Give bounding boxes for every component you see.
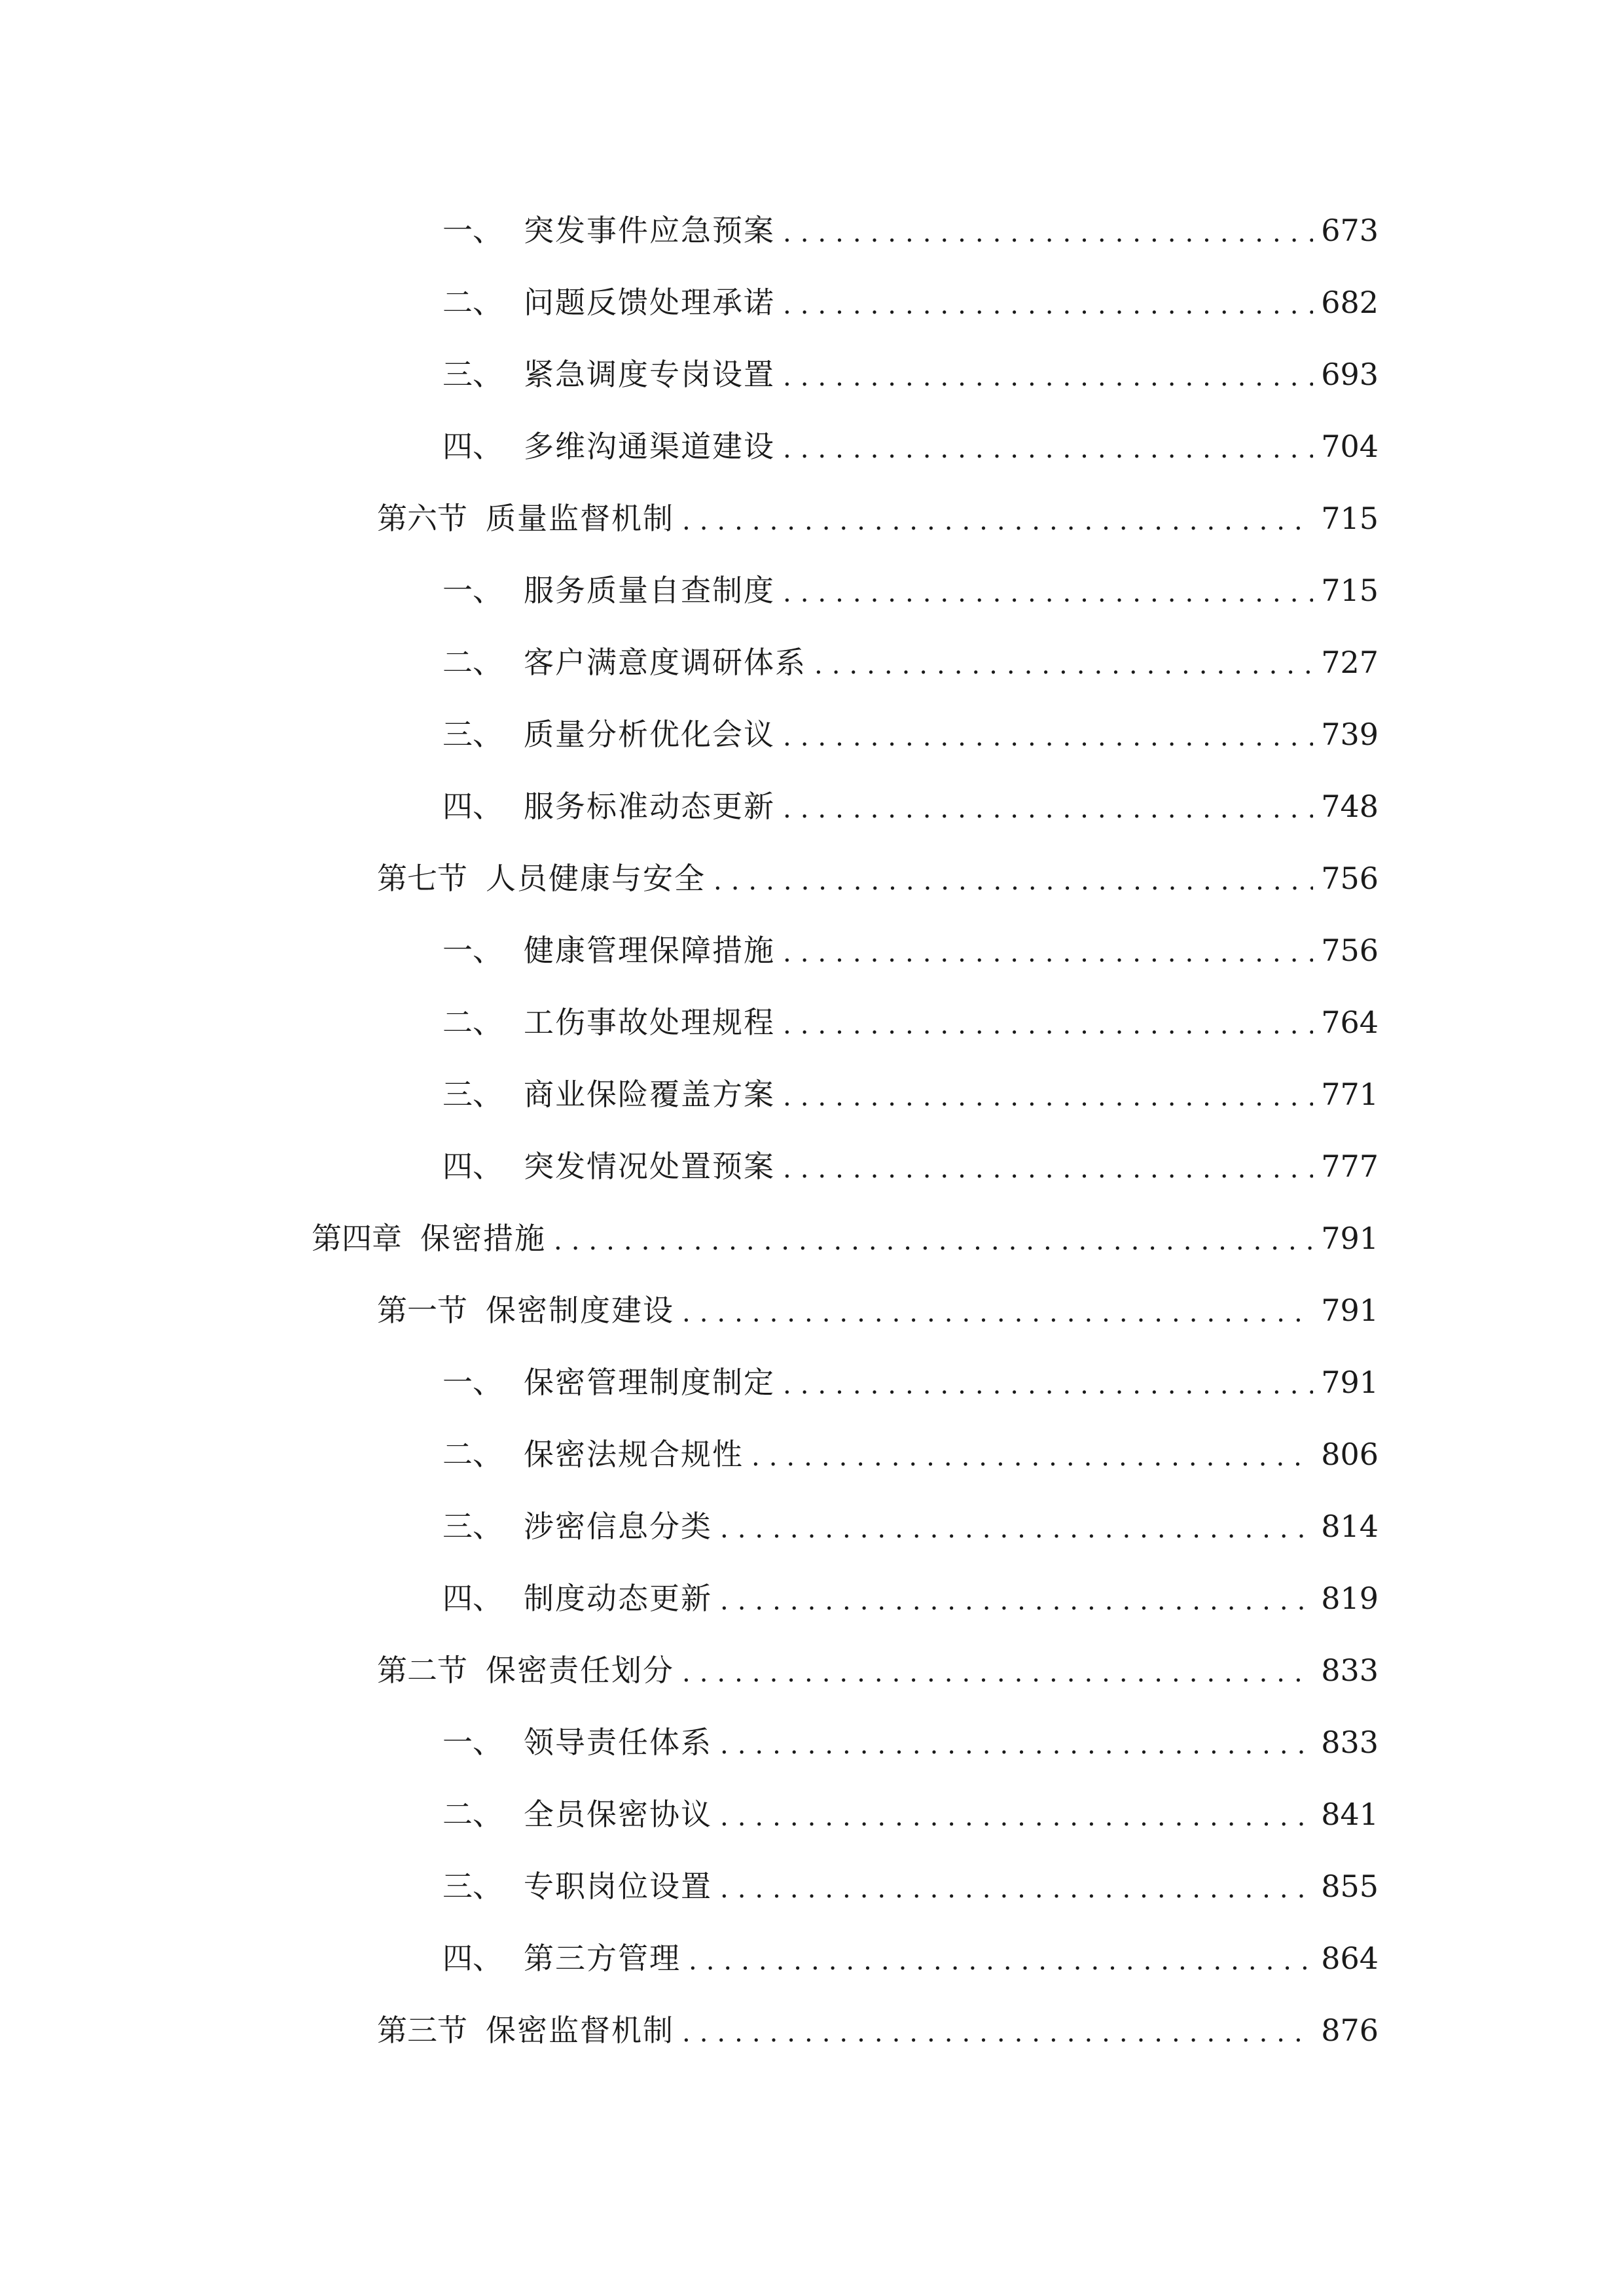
toc-entry[interactable] xyxy=(442,567,1379,613)
toc-entry[interactable] xyxy=(442,279,1379,325)
toc-entry-page: 715 xyxy=(1321,573,1379,608)
dot-leader xyxy=(783,1002,1313,1048)
toc-entry[interactable] xyxy=(442,1503,1379,1549)
toc-entry-page: 693 xyxy=(1321,357,1379,392)
toc-entry-title: 服务质量自查制度 xyxy=(524,573,775,608)
toc-entry-page: 771 xyxy=(1321,1077,1379,1112)
dot-leader xyxy=(682,1290,1313,1336)
toc-entry-number: 二、 xyxy=(442,645,503,680)
toc-entry-page: 806 xyxy=(1321,1437,1379,1472)
toc-entry-page: 756 xyxy=(1321,933,1379,968)
toc-entry-page: 727 xyxy=(1321,645,1379,680)
toc-entry-page: 777 xyxy=(1321,1149,1379,1184)
toc-entry-page: 855 xyxy=(1321,1869,1379,1904)
toc-entry[interactable] xyxy=(442,999,1379,1045)
toc-entry-number: 四、 xyxy=(442,1941,503,1976)
toc-entry-title: 商业保险覆盖方案 xyxy=(524,1077,775,1112)
toc-section-number: 第六节 xyxy=(377,501,467,536)
toc-entry[interactable] xyxy=(442,1431,1379,1477)
toc-chapter-title: 保密措施 xyxy=(420,1221,546,1256)
toc-entry-title: 突发事件应急预案 xyxy=(524,213,775,248)
toc-entry[interactable] xyxy=(442,1935,1379,1981)
toc-chapter-number: 第四章 xyxy=(312,1221,402,1256)
toc-entry-number: 三、 xyxy=(442,1869,503,1904)
toc-section-entry[interactable] xyxy=(377,1647,1379,1693)
toc-entry-title: 突发情况处置预案 xyxy=(524,1149,775,1184)
toc-section-number: 第七节 xyxy=(377,861,467,896)
dot-leader xyxy=(682,498,1313,544)
toc-section-page: 715 xyxy=(1321,501,1379,536)
toc-entry[interactable] xyxy=(442,1719,1379,1765)
dot-leader xyxy=(783,1146,1313,1192)
toc-entry-number: 三、 xyxy=(442,357,503,392)
toc-entry[interactable] xyxy=(442,927,1379,973)
toc-entry-number: 四、 xyxy=(442,789,503,824)
dot-leader xyxy=(783,282,1313,328)
toc-entry-number: 一、 xyxy=(442,213,503,248)
toc-entry-title: 领导责任体系 xyxy=(524,1725,712,1760)
toc-section-entry[interactable] xyxy=(377,855,1379,901)
dot-leader xyxy=(783,354,1313,400)
toc-entry-title: 保密法规合规性 xyxy=(524,1437,744,1472)
toc-entry-title: 涉密信息分类 xyxy=(524,1509,712,1544)
toc-section-number: 第一节 xyxy=(377,1293,467,1328)
toc-section-page: 756 xyxy=(1321,861,1379,896)
toc-entry-number: 二、 xyxy=(442,1005,503,1040)
toc-entry-title: 专职岗位设置 xyxy=(524,1869,712,1904)
toc-entry[interactable] xyxy=(442,1143,1379,1189)
toc-section-number: 第二节 xyxy=(377,1653,467,1688)
dot-leader xyxy=(751,1434,1313,1480)
toc-entry-title: 工伤事故处理规程 xyxy=(524,1005,775,1040)
toc-section-entry[interactable] xyxy=(377,2007,1379,2053)
toc-entry-page: 791 xyxy=(1321,1365,1379,1400)
dot-leader xyxy=(720,1794,1313,1840)
toc-entry-number: 四、 xyxy=(442,429,503,464)
toc-entry[interactable] xyxy=(442,1863,1379,1909)
toc-entry-page: 682 xyxy=(1321,285,1379,320)
toc-section-title: 保密监督机制 xyxy=(486,2013,674,2048)
dot-leader xyxy=(689,1938,1313,1984)
toc-entry-number: 一、 xyxy=(442,933,503,968)
dot-leader xyxy=(682,2010,1313,2056)
toc-entry-number: 二、 xyxy=(442,285,503,320)
toc-entry-page: 764 xyxy=(1321,1005,1379,1040)
dot-leader xyxy=(783,210,1313,256)
dot-leader xyxy=(720,1578,1313,1624)
toc-section-title: 保密制度建设 xyxy=(486,1293,674,1328)
toc-entry[interactable] xyxy=(442,711,1379,757)
dot-leader xyxy=(783,426,1313,472)
dot-leader xyxy=(783,1362,1313,1408)
toc-entry[interactable] xyxy=(442,783,1379,829)
toc-entry-title: 多维沟通渠道建设 xyxy=(524,429,775,464)
toc-chapter-entry[interactable] xyxy=(312,1215,1379,1261)
toc-entry[interactable] xyxy=(442,1791,1379,1837)
dot-leader xyxy=(720,1866,1313,1912)
toc-entry-title: 紧急调度专岗设置 xyxy=(524,357,775,392)
toc-entry-page: 864 xyxy=(1321,1941,1379,1976)
dot-leader xyxy=(783,1074,1313,1120)
toc-entry-title: 第三方管理 xyxy=(524,1941,681,1976)
toc-section-title: 人员健康与安全 xyxy=(486,861,706,896)
toc-entry-number: 三、 xyxy=(442,717,503,752)
toc-entry[interactable] xyxy=(442,1071,1379,1117)
toc-entry[interactable] xyxy=(442,351,1379,397)
toc-entry[interactable] xyxy=(442,1359,1379,1405)
toc-section-entry[interactable] xyxy=(377,495,1379,541)
toc-entry-page: 841 xyxy=(1321,1797,1379,1832)
toc-entry-title: 问题反馈处理承诺 xyxy=(524,285,775,320)
dot-leader xyxy=(554,1218,1313,1264)
toc-entry-title: 客户满意度调研体系 xyxy=(524,645,806,680)
dot-leader xyxy=(783,786,1313,832)
toc-entry-page: 819 xyxy=(1321,1581,1379,1616)
toc-entry-number: 一、 xyxy=(442,1725,503,1760)
toc-entry-title: 制度动态更新 xyxy=(524,1581,712,1616)
toc-entry-number: 一、 xyxy=(442,1365,503,1400)
toc-entry[interactable] xyxy=(442,639,1379,685)
toc-entry[interactable] xyxy=(442,1575,1379,1621)
toc-section-page: 833 xyxy=(1321,1653,1379,1688)
toc-entry-number: 三、 xyxy=(442,1509,503,1544)
toc-section-entry[interactable] xyxy=(377,1287,1379,1333)
dot-leader xyxy=(783,570,1313,616)
toc-entry-page: 704 xyxy=(1321,429,1379,464)
toc-entry-page: 739 xyxy=(1321,717,1379,752)
dot-leader xyxy=(720,1506,1313,1552)
toc-entry-number: 四、 xyxy=(442,1581,503,1616)
toc-entry-title: 保密管理制度制定 xyxy=(524,1365,775,1400)
toc-entry-number: 二、 xyxy=(442,1797,503,1832)
dot-leader xyxy=(682,1650,1313,1696)
toc-entry-number: 一、 xyxy=(442,573,503,608)
toc-entry[interactable] xyxy=(442,207,1379,253)
dot-leader xyxy=(713,858,1313,904)
dot-leader xyxy=(783,714,1313,760)
toc-entry-number: 二、 xyxy=(442,1437,503,1472)
toc-entry-page: 814 xyxy=(1321,1509,1379,1544)
toc-entry-number: 四、 xyxy=(442,1149,503,1184)
dot-leader xyxy=(720,1722,1313,1768)
toc-section-page: 791 xyxy=(1321,1293,1379,1328)
toc-entry-title: 全员保密协议 xyxy=(524,1797,712,1832)
toc-section-title: 质量监督机制 xyxy=(486,501,674,536)
toc-entry-title: 服务标准动态更新 xyxy=(524,789,775,824)
toc-section-page: 876 xyxy=(1321,2013,1379,2048)
toc-section-title: 保密责任划分 xyxy=(486,1653,674,1688)
toc-entry-page: 748 xyxy=(1321,789,1379,824)
toc-entry-number: 三、 xyxy=(442,1077,503,1112)
dot-leader xyxy=(814,642,1313,688)
toc-entry[interactable] xyxy=(442,423,1379,469)
toc-section-number: 第三节 xyxy=(377,2013,467,2048)
toc-entry-title: 质量分析优化会议 xyxy=(524,717,775,752)
toc-entry-page: 833 xyxy=(1321,1725,1379,1760)
toc-entry-title: 健康管理保障措施 xyxy=(524,933,775,968)
dot-leader xyxy=(783,930,1313,976)
toc-chapter-page: 791 xyxy=(1321,1221,1379,1256)
toc-entry-page: 673 xyxy=(1321,213,1379,248)
